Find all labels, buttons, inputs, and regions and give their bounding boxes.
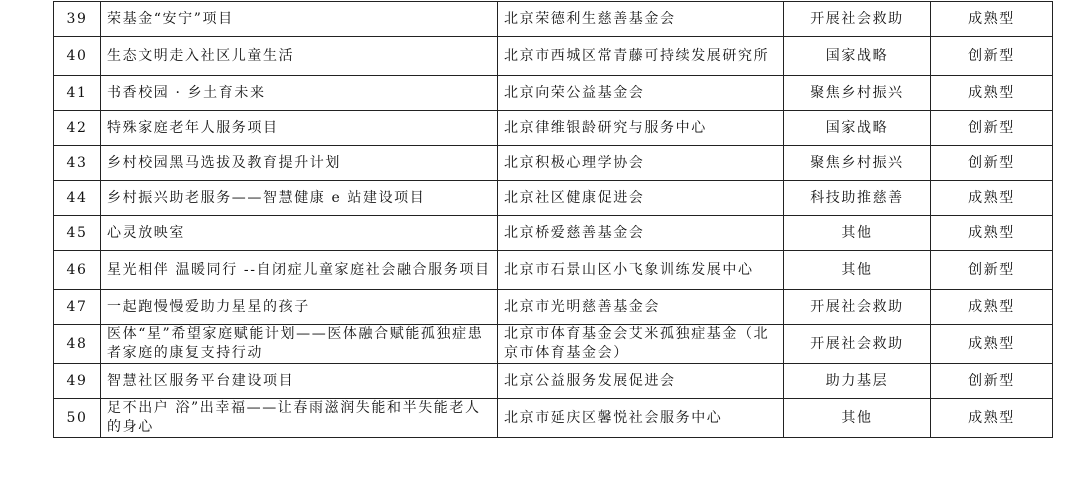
table-row [54, 216, 1053, 251]
project-category: 其他 [784, 216, 931, 251]
project-name: 乡村振兴助老服务——智慧健康 e 站建设项目 [101, 181, 498, 216]
project-name: 智慧社区服务平台建设项目 [101, 364, 498, 399]
table-row [54, 146, 1053, 181]
organization-name: 北京公益服务发展促进会 [498, 364, 784, 399]
project-type: 创新型 [931, 37, 1053, 76]
organization-name: 北京向荣公益基金会 [498, 76, 784, 111]
row-number: 50 [54, 399, 101, 438]
project-category: 国家战略 [784, 37, 931, 76]
project-name: 书香校园 · 乡土育未来 [101, 76, 498, 111]
table-row [54, 181, 1053, 216]
project-category: 开展社会救助 [784, 290, 931, 325]
project-type: 成熟型 [931, 290, 1053, 325]
table-row [54, 364, 1053, 399]
project-category: 聚焦乡村振兴 [784, 146, 931, 181]
project-type: 成熟型 [931, 325, 1053, 364]
organization-name: 北京市体育基金会艾米孤独症基金（北京市体育基金会） [498, 325, 784, 364]
organization-name: 北京市光明慈善基金会 [498, 290, 784, 325]
row-number: 47 [54, 290, 101, 325]
table-row [54, 111, 1053, 146]
organization-name: 北京律维银龄研究与服务中心 [498, 111, 784, 146]
project-type: 成熟型 [931, 216, 1053, 251]
project-type: 成熟型 [931, 76, 1053, 111]
row-number: 40 [54, 37, 101, 76]
row-number: 48 [54, 325, 101, 364]
project-name: 星光相伴 温暖同行 --自闭症儿童家庭社会融合服务项目 [101, 251, 498, 290]
organization-name: 北京市西城区常青藤可持续发展研究所 [498, 37, 784, 76]
row-number: 49 [54, 364, 101, 399]
organization-name: 北京市石景山区小飞象训练发展中心 [498, 251, 784, 290]
project-table [53, 1, 1053, 438]
project-category: 其他 [784, 399, 931, 438]
row-number: 46 [54, 251, 101, 290]
organization-name: 北京荣德利生慈善基金会 [498, 2, 784, 37]
project-name: 荣基金“安宁”项目 [101, 2, 498, 37]
table-row [54, 325, 1053, 364]
project-type: 创新型 [931, 251, 1053, 290]
project-name: 心灵放映室 [101, 216, 498, 251]
row-number: 42 [54, 111, 101, 146]
project-name: 特殊家庭老年人服务项目 [101, 111, 498, 146]
project-name: 乡村校园黑马选拔及教育提升计划 [101, 146, 498, 181]
project-type: 成熟型 [931, 399, 1053, 438]
table-row [54, 37, 1053, 76]
project-type: 成熟型 [931, 2, 1053, 37]
row-number: 41 [54, 76, 101, 111]
project-category: 聚焦乡村振兴 [784, 76, 931, 111]
row-number: 44 [54, 181, 101, 216]
table-row [54, 290, 1053, 325]
project-type: 创新型 [931, 111, 1053, 146]
project-category: 开展社会救助 [784, 2, 931, 37]
organization-name: 北京桥爱慈善基金会 [498, 216, 784, 251]
project-name: 医体“星”希望家庭赋能计划——医体融合赋能孤独症患者家庭的康复支持行动 [101, 325, 498, 364]
project-category: 国家战略 [784, 111, 931, 146]
project-category: 其他 [784, 251, 931, 290]
project-name: 一起跑慢慢爱助力星星的孩子 [101, 290, 498, 325]
table-row [54, 251, 1053, 290]
table-row [54, 399, 1053, 438]
organization-name: 北京积极心理学协会 [498, 146, 784, 181]
table-row [54, 76, 1053, 111]
organization-name: 北京社区健康促进会 [498, 181, 784, 216]
project-name: 足不出户 浴”出幸福——让春雨滋润失能和半失能老人的身心 [101, 399, 498, 438]
project-name: 生态文明走入社区儿童生活 [101, 37, 498, 76]
project-type: 创新型 [931, 146, 1053, 181]
project-type: 成熟型 [931, 181, 1053, 216]
row-number: 45 [54, 216, 101, 251]
row-number: 43 [54, 146, 101, 181]
table-row [54, 2, 1053, 37]
organization-name: 北京市延庆区馨悦社会服务中心 [498, 399, 784, 438]
row-number: 39 [54, 2, 101, 37]
project-category: 科技助推慈善 [784, 181, 931, 216]
project-category: 开展社会救助 [784, 325, 931, 364]
project-type: 创新型 [931, 364, 1053, 399]
project-category: 助力基层 [784, 364, 931, 399]
